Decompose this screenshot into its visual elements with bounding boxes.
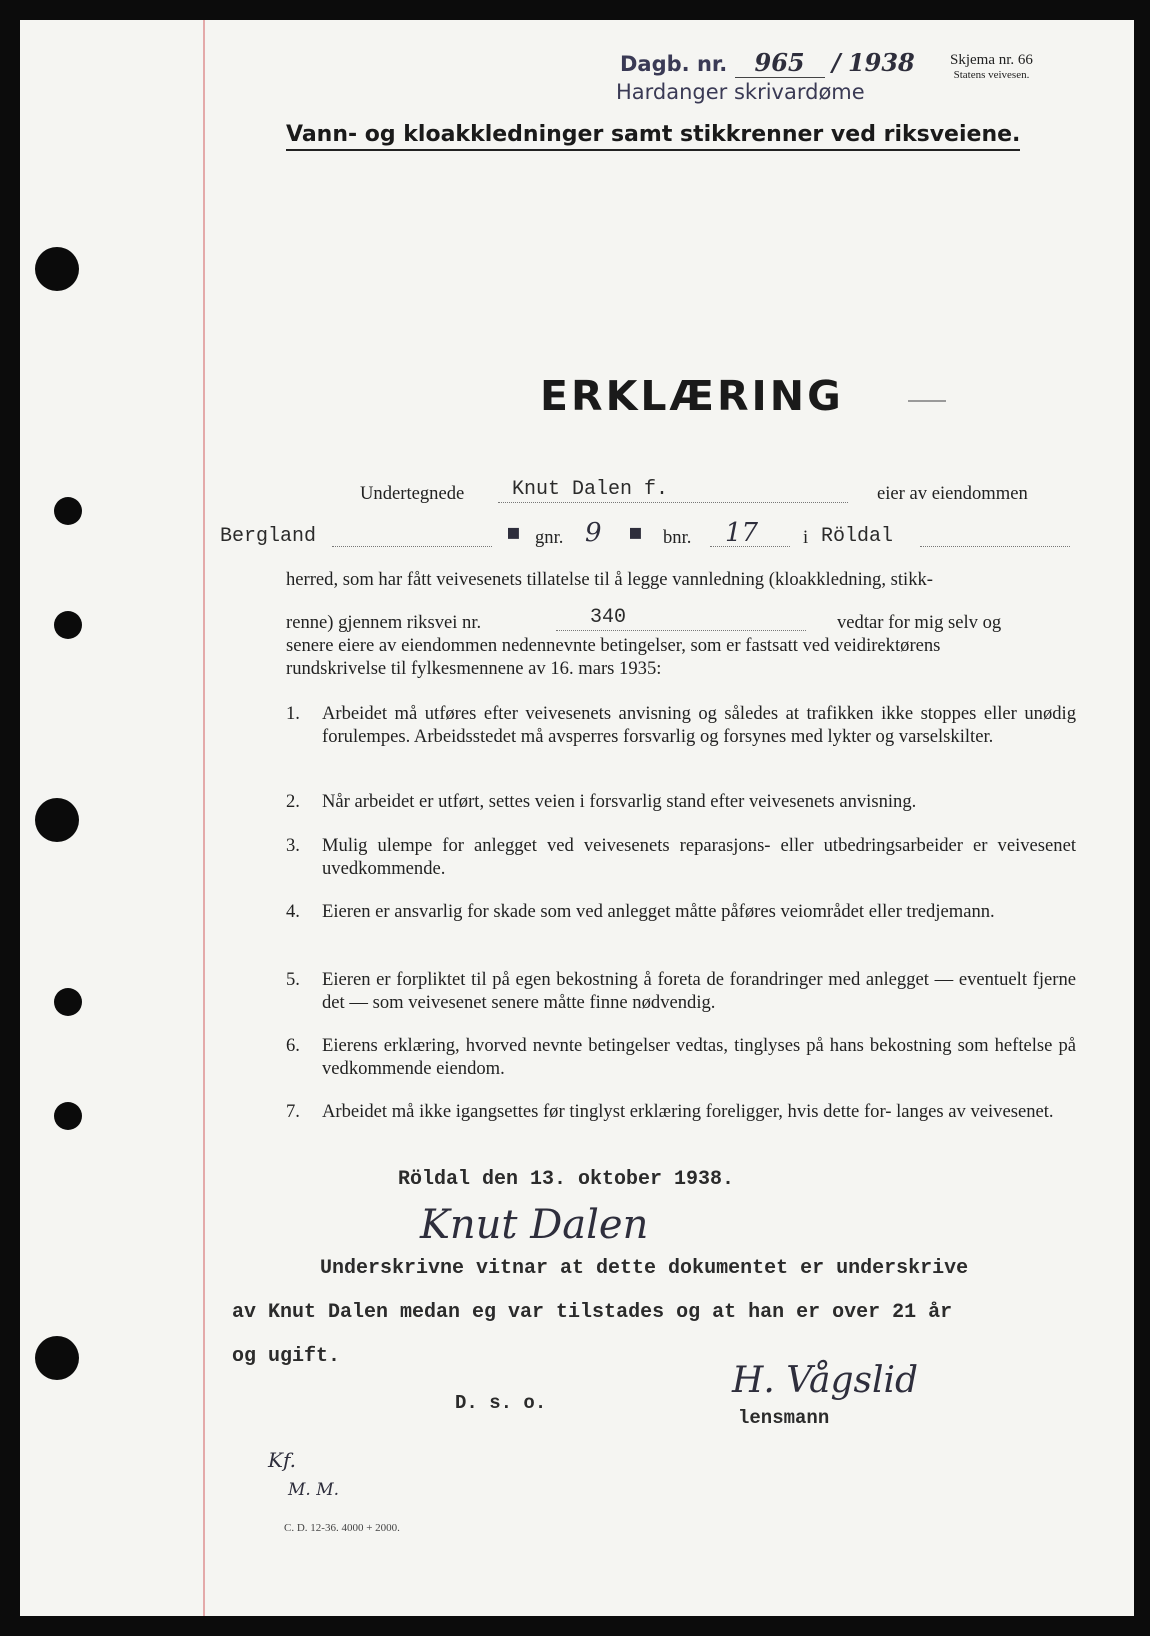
condition-number: 4.: [286, 901, 300, 922]
condition-text: Eierens erklæring, hvorved nevnte betingelser vedtas, tinglyses på hans bekostning som heftelse på vedkommende eiendom.: [322, 1035, 1076, 1079]
binder-hole: [54, 1102, 82, 1130]
binder-hole: [35, 1336, 79, 1380]
intro-line-1: herred, som har fått veivesenets tillatelse til å legge vannledning (kloakkledning, stikk-: [286, 569, 933, 590]
condition-item: [286, 1100, 1076, 1123]
condition-text: Arbeidet må utføres efter veivesenets anvisning og således at trafikken ikke stoppes eller unødig forulempes. Arbeidsstedet må avsperres forsvarlig og forsynes med lykter og varselskilter.: [322, 703, 1076, 747]
binder-hole: [54, 611, 82, 639]
lensmann-signature: H. Vågslid: [732, 1360, 919, 1401]
condition-item: [286, 702, 1076, 748]
condition-text: Eieren er ansvarlig for skade som ved anlegget måtte påføres veiområdet eller tredjemann.: [322, 901, 995, 922]
dagbok-stamp: [620, 48, 915, 78]
condition-item: [286, 1034, 1076, 1080]
gnr-label: gnr.: [535, 527, 564, 548]
intro-line-2-start: renne) gjennem riksvei nr.: [286, 612, 482, 633]
bnr-dotline: [710, 546, 790, 547]
form-number: Skjema nr. 66: [950, 52, 1033, 68]
witness-line-3: og ugift.: [232, 1345, 341, 1368]
condition-number: 7.: [286, 1101, 300, 1122]
bnr-label: bnr.: [663, 527, 692, 548]
intro-line-4: rundskrivelse til fylkesmennene av 16. mars 1935:: [286, 658, 662, 679]
owner-signature: Knut Dalen: [420, 1202, 649, 1248]
binder-hole: [54, 988, 82, 1016]
witness-line-2: av Knut Dalen medan eg var tilstades og at han er over 21 år: [232, 1301, 953, 1324]
riksvei-number: 340: [590, 606, 627, 629]
eier-label: eier av eiendommen: [877, 483, 1028, 504]
document-page: [20, 20, 1134, 1616]
document-title: ERKLÆRING: [540, 372, 844, 420]
dso-abbrev: D. s. o.: [455, 1392, 547, 1414]
initials-2: M. M.: [288, 1480, 340, 1500]
lensmann-title: lensmann: [738, 1407, 830, 1429]
riksvei-dotline: [556, 630, 806, 631]
dagb-number: 965: [735, 48, 825, 78]
place-date: Röldal den 13. oktober 1938.: [398, 1168, 735, 1191]
gnr-value: 9: [585, 518, 602, 548]
condition-number: 5.: [286, 969, 300, 990]
condition-text: Arbeidet må ikke igangsettes før tinglyst erklæring foreligger, hvis dette for- langes av veivesenet.: [322, 1101, 1054, 1122]
municipality: Röldal: [821, 525, 894, 548]
form-issuer: Statens veivesen.: [953, 69, 1030, 81]
binder-hole: [35, 798, 79, 842]
condition-text: Eieren er forpliktet til på egen bekostning å foreta de forandringer med anlegget — eventuelt fjerne det — som veivesenet senere måtte finne nødvendig.: [322, 969, 1076, 1013]
property-dotline: [332, 546, 492, 547]
form-reference: [950, 52, 1033, 81]
strikeout-mark: ▪: [628, 520, 643, 545]
condition-item: [286, 900, 1076, 923]
intro-line-2-end: vedtar for mig selv og: [837, 612, 1002, 633]
printer-line: C. D. 12-36. 4000 + 2000.: [284, 1522, 400, 1534]
owner-name-dotline: [498, 502, 848, 503]
condition-item: [286, 968, 1076, 1014]
binder-hole: [54, 497, 82, 525]
municipality-dotline: [920, 546, 1070, 547]
property-name: Bergland: [220, 525, 317, 548]
owner-name: Knut Dalen f.: [512, 478, 669, 501]
document-heading: Vann- og kloakkledninger samt stikkrenner ved riksveiene.: [286, 122, 1020, 151]
initials-1: Kf.: [268, 1448, 296, 1472]
intro-line-3: senere eiere av eiendommen nedennevnte betingelser, som er fastsatt ved veidirektørens: [286, 635, 941, 656]
condition-number: 3.: [286, 835, 300, 856]
undertegnede-label: Undertegnede: [360, 483, 465, 504]
condition-number: 1.: [286, 703, 300, 724]
condition-text: Når arbeidet er utført, settes veien i forsvarlig stand efter veivesenets anvisning.: [322, 791, 917, 812]
office-stamp: Hardanger skrivardøme: [616, 80, 865, 104]
condition-number: 2.: [286, 791, 300, 812]
condition-item: [286, 834, 1076, 880]
crossed-mark: ▪: [506, 520, 521, 545]
bnr-value: 17: [725, 518, 759, 548]
condition-number: 6.: [286, 1035, 300, 1056]
condition-item: [286, 790, 1076, 813]
dagb-separator: /: [831, 48, 841, 77]
condition-text: Mulig ulempe for anlegget ved veivesenets reparasjons- eller utbedringsarbeider er veivesenet uvedkommende.: [322, 835, 1076, 879]
dagb-label: Dagb. nr.: [620, 52, 728, 76]
dagb-year: 1938: [847, 48, 915, 77]
binder-hole: [35, 247, 79, 291]
decorative-dash: [908, 400, 946, 402]
red-margin-line: [203, 20, 205, 1616]
i-label: i: [803, 527, 809, 548]
witness-line-1: Underskrivne vitnar at dette dokumentet er underskrive: [320, 1257, 969, 1280]
